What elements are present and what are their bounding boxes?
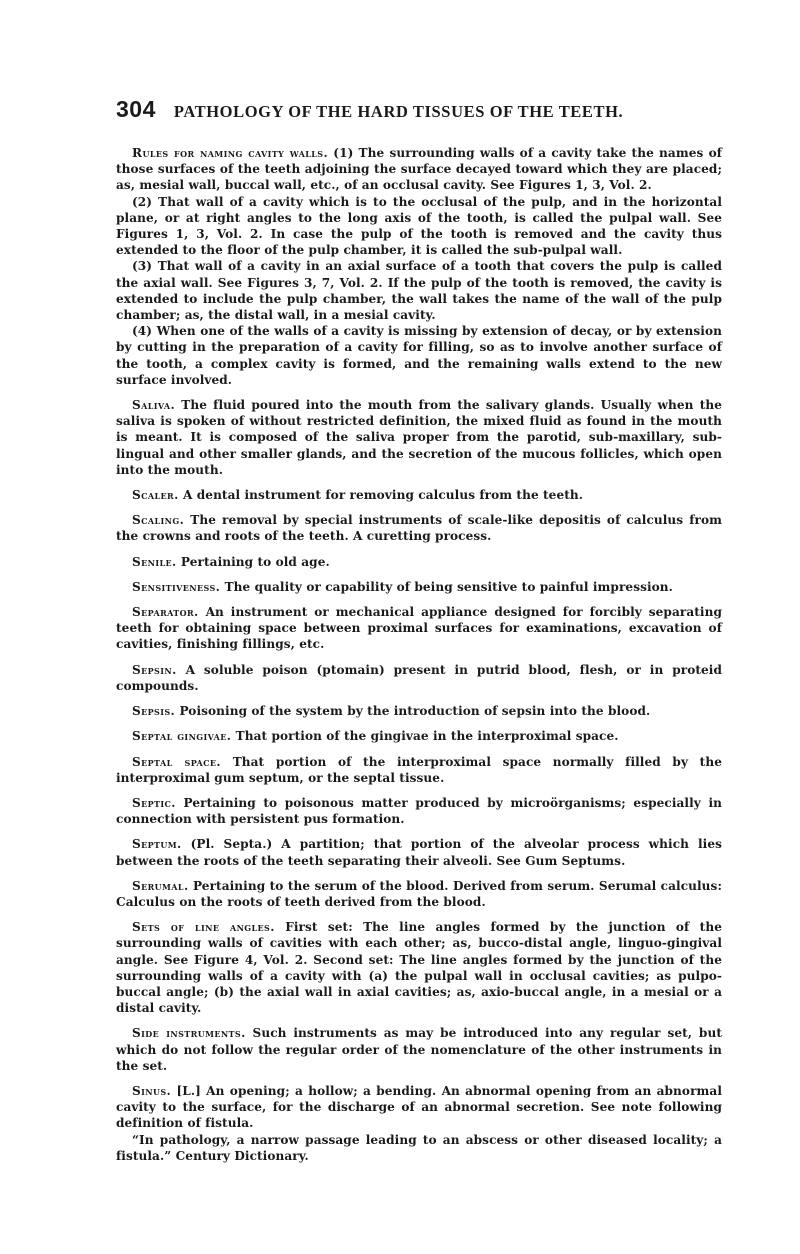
entry-definition: Pertaining to old age. [180, 554, 330, 569]
entry-definition: The fluid poured into the mouth from the salivary glands. Usually when the saliva is spoken of without restricted definition, the mixed fluid as found in the mouth is meant. It is composed of the saliva proper from the parotid, sub-maxillary, sub-lingual and other smaller glands, and the secretion of the mucous follicles, which open into the mouth. [116, 398, 723, 477]
entry-definition: An instrument or mechanical appliance designed for forcibly separating teeth for obtaining space between proximal surfaces for examinations, excavation of cavities, finishing fillings, etc. [116, 605, 723, 652]
entry-septic [116, 795, 722, 827]
entry-term: Sensitiveness. [132, 579, 221, 594]
entry-side-instruments [116, 1025, 722, 1074]
entry-definition: That portion of the gingivae in the interproximal space. [235, 729, 619, 744]
entry-term: Side instruments. [132, 1026, 246, 1041]
entry-definition: (Pl. Septa.) A partition; that portion of the alveolar process which lies between the roots of the teeth separating their alveoli. See Gum Septums. [116, 837, 723, 868]
entry-septal-space [116, 754, 722, 786]
entry-term: Scaling. [132, 513, 185, 528]
entry-term: Septic. [132, 795, 176, 810]
entry-quotation: “In pathology, a narrow passage leading to an abscess or other diseased locality; a fistula.” Century Dictionary. [116, 1132, 722, 1163]
entry-definition: First set: The line angles formed by the junction of the surrounding walls of cavities with each other; as, bucco-distal angle, linguo-gingival angle. See Figure 4, Vol. 2. Second set: The line angles formed by the junction of the surrounding walls of a cavity with (a) the pulpal wall in occlusal cavities; as pulpo-buccal angle; (b) the axial wall in axial cavities; as, axio-buccal angle, in a mesial or a distal cavity. [116, 920, 722, 1016]
entry-continuation: (2) That wall of a cavity which is to the occlusal of the pulp, and in the horizontal plane, or at right angles to the long axis of the tooth, is called the pulpal wall. See Figures 1, 3, Vol. 2. In case the pulp of the tooth is removed and the cavity thus extended to the floor of the pulp chamber, it is called the sub-pulpal wall. [116, 194, 722, 258]
entry-saliva [116, 397, 722, 478]
dictionary-entries [116, 145, 722, 1164]
book-page [116, 96, 722, 1164]
entry-term: Scaler. [132, 488, 179, 503]
entry-term: Sets of line angles. [132, 920, 275, 935]
entry-separator [116, 604, 722, 653]
entry-scaling [116, 512, 722, 544]
entry-definition: Pertaining to the serum of the blood. Derived from serum. Serumal calculus: Calculus on the roots of teeth derived from the blood. [116, 878, 722, 909]
entry-definition: A dental instrument for removing calculus from the teeth. [183, 488, 584, 503]
entry-term: Separator. [132, 605, 199, 620]
entry-sinus [116, 1083, 722, 1132]
entry-term: Septum. [132, 837, 182, 852]
entry-sets-of-line-angles [116, 919, 722, 1016]
entry-definition: Pertaining to poisonous matter produced by microörganisms; especially in connection with persistent pus formation. [116, 795, 722, 827]
entry-definition: A soluble poison (ptomain) present in putrid blood, flesh, or in proteid compounds. [116, 662, 722, 693]
entry-senile [116, 554, 722, 570]
entry-definition: Such instruments as may be introduced into any regular set, but which do not follow the regular order of the nomenclature of the other instruments in the set. [116, 1026, 723, 1073]
entry-term: Serumal. [132, 878, 189, 893]
entry-definition: Poisoning of the system by the introduction of sepsin into the blood. [179, 704, 651, 719]
entry-scaler [116, 487, 722, 503]
entry-serumal [116, 878, 722, 910]
running-head: PATHOLOGY OF THE HARD TISSUES OF THE TEETH. [173, 102, 624, 121]
entry-sepsis [116, 703, 722, 719]
entry-term: Sepsis. [132, 704, 176, 719]
page-header [116, 96, 722, 123]
entry-definition: (1) The surrounding walls of a cavity take the names of those surfaces of the teeth adjoining the surface decayed toward which they are placed; as, mesial wall, buccal wall, etc., of an occlusal cavity. See Figures 1, 3, Vol. 2. [116, 146, 722, 193]
entry-definition: The quality or capability of being sensitive to painful impression. [224, 579, 673, 594]
page-number: 304 [116, 96, 156, 122]
entry-definition: [L.] An opening; a hollow; a bending. An abnormal opening from an abnormal cavity to the surface, for the discharge of an abnormal secretion. See note following definition of fistula. [116, 1083, 722, 1131]
entry-term: Sepsin. [132, 662, 177, 677]
entry-term: Rules for naming cavity walls. [132, 146, 329, 160]
entry-term: Sinus. [132, 1083, 172, 1098]
entry-term: Septal space. [132, 754, 222, 769]
entry-rules-for-naming-cavity-walls [116, 145, 722, 194]
entry-definition: That portion of the interproximal space normally filled by the interproximal gum septum, or the septal tissue. [116, 754, 722, 785]
entry-term: Saliva. [132, 398, 176, 413]
entry-sepsin [116, 662, 722, 694]
entry-continuation: (3) That wall of a cavity in an axial surface of a tooth that covers the pulp is called the axial wall. See Figures 3, 7, Vol. 2. If the pulp of the tooth is removed, the cavity is extended to include the pulp chamber, the wall takes the name of the wall of the pulp chamber; as, the distal wall, in a mesial cavity. [116, 259, 722, 323]
entry-sensitiveness [116, 579, 722, 595]
entry-term: Septal gingivae. [132, 729, 232, 744]
entry-septal-gingivae [116, 728, 722, 744]
entry-term: Senile. [132, 554, 177, 569]
entry-definition: The removal by special instruments of scale-like depositis of calculus from the crowns and roots of the teeth. A curetting process. [116, 513, 722, 544]
entry-continuation: (4) When one of the walls of a cavity is missing by extension of decay, or by extension by cutting in the preparation of a cavity for filling, so as to involve another surface of the tooth, a complex cavity is formed, and the remaining walls extend to the new surface involved. [116, 324, 722, 387]
entry-septum [116, 836, 722, 868]
